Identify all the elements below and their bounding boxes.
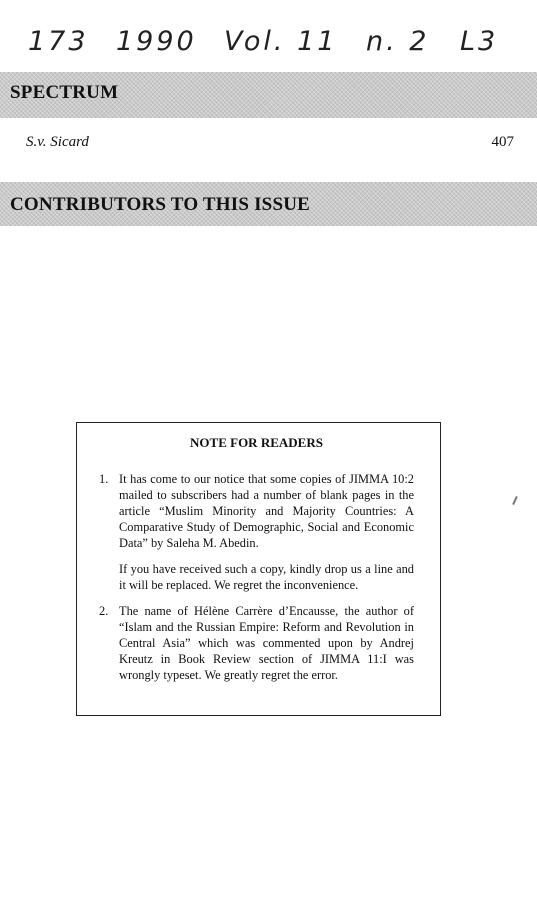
note-item-body xyxy=(119,603,414,683)
contributors-header-band xyxy=(0,182,537,226)
contributors-header: CONTRIBUTORS TO THIS ISSUE xyxy=(10,194,311,215)
note-item-number: 1. xyxy=(99,472,109,486)
note-item-number: 2. xyxy=(99,604,109,618)
note-item-body xyxy=(119,471,414,593)
note-title: NOTE FOR READERS xyxy=(190,435,323,450)
handwritten-part: 1990 xyxy=(116,26,197,57)
stray-pen-mark xyxy=(512,496,518,505)
note-for-readers-box xyxy=(76,422,441,716)
handwritten-part: n. 2 xyxy=(366,26,430,57)
page-number: 407 xyxy=(491,134,514,150)
note-paragraph: If you have received such a copy, kindly drop us a line and it will be replaced. We regret the inconvenience. xyxy=(119,562,414,592)
author-name: S.v. Sicard xyxy=(26,134,89,150)
note-paragraph: The name of Hélène Carrère d’Encausse, the author of “Islam and the Russian Empire: Reform and Revolution in Central Asia” which was commented upon by Andrej Kreutz in Book Review section of JIMMA 11:I was wrongly typeset. We greatly regret the error. xyxy=(119,604,414,682)
handwritten-part: 173 xyxy=(28,26,89,57)
note-paragraph: It has come to our notice that some copies of JIMMA 10:2 mailed to subscribers had a number of blank pages in the article “Muslim Minority and Majority Countries: A Comparative Study of Demographic, Social and Economic Data” by Saleha M. Abedin. xyxy=(119,472,414,550)
handwritten-part: L3 xyxy=(460,26,499,57)
note-item xyxy=(99,471,414,593)
note-item xyxy=(99,603,414,683)
handwritten-part: Vol. 11 xyxy=(224,26,338,57)
handwritten-annotation xyxy=(28,26,518,66)
section-header-band xyxy=(0,72,537,118)
section-header: SPECTRUM xyxy=(10,82,119,103)
